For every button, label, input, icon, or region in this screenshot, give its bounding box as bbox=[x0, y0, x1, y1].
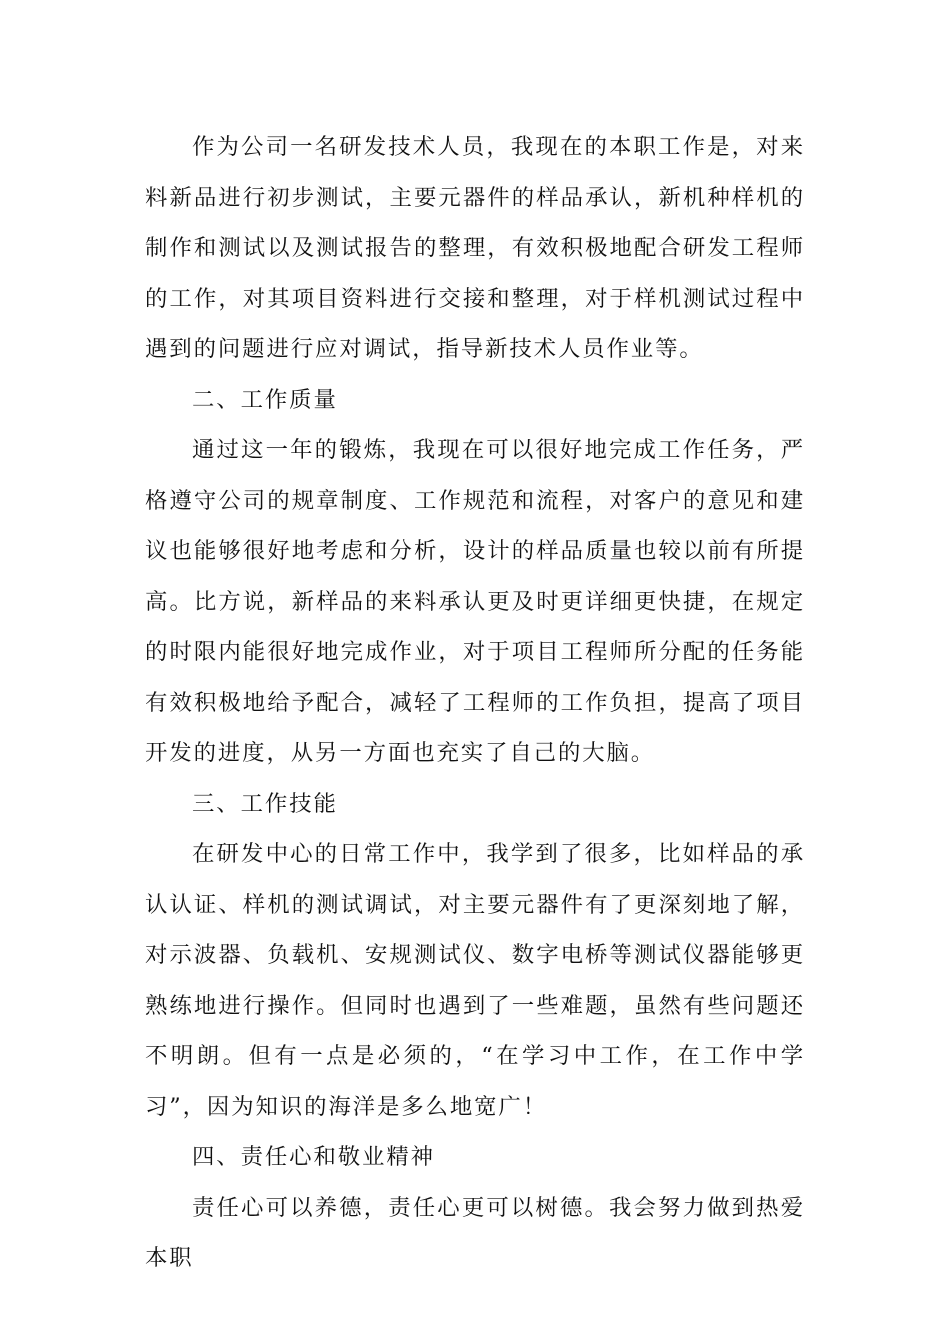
document-body bbox=[145, 122, 805, 1284]
paragraph-work-skills: 在研发中心的日常工作中，我学到了很多，比如样品的承认认证、样机的测试调试，对主要元器件有了更深刻地了解，对示波器、负载机、安规测试仪、数字电桥等测试仪器能够更熟练地进行操作。但同时也遇到了一些难题，虽然有些问题还不明朗。但有一点是必须的，“在学习中工作，在工作中学习”，因为知识的海洋是多么地宽广！ bbox=[145, 841, 805, 1120]
section-heading-work-skills: 三、工作技能 bbox=[192, 790, 338, 817]
paragraph-job-duties: 作为公司一名研发技术人员，我现在的本职工作是，对来料新品进行初步测试，主要元器件的样品承认，新机种样机的制作和测试以及测试报告的整理，有效积极地配合研发工程师的工作，对其项目资料进行交接和整理，对于样机测试过程中遇到的问题进行应对调试，指导新技术人员作业等。 bbox=[145, 134, 805, 362]
paragraph-work-quality: 通过这一年的锻炼，我现在可以很好地完成工作任务，严格遵守公司的规章制度、工作规范和流程，对客户的意见和建议也能够很好地考虑和分析，设计的样品质量也较以前有所提高。比方说，新样品的来料承认更及时更详细更快捷，在规定的时限内能很好地完成作业，对于项目工程师所分配的任务能有效积极地给予配合，减轻了工程师的工作负担，提高了项目开发的进度，从另一方面也充实了自己的大脑。 bbox=[145, 437, 805, 766]
section-heading-work-quality: 二、工作质量 bbox=[192, 386, 338, 413]
section-heading-responsibility: 四、责任心和敬业精神 bbox=[192, 1144, 435, 1170]
paragraph-responsibility: 责任心可以养德，责任心更可以树德。我会努力做到热爱本职 bbox=[145, 1194, 805, 1271]
